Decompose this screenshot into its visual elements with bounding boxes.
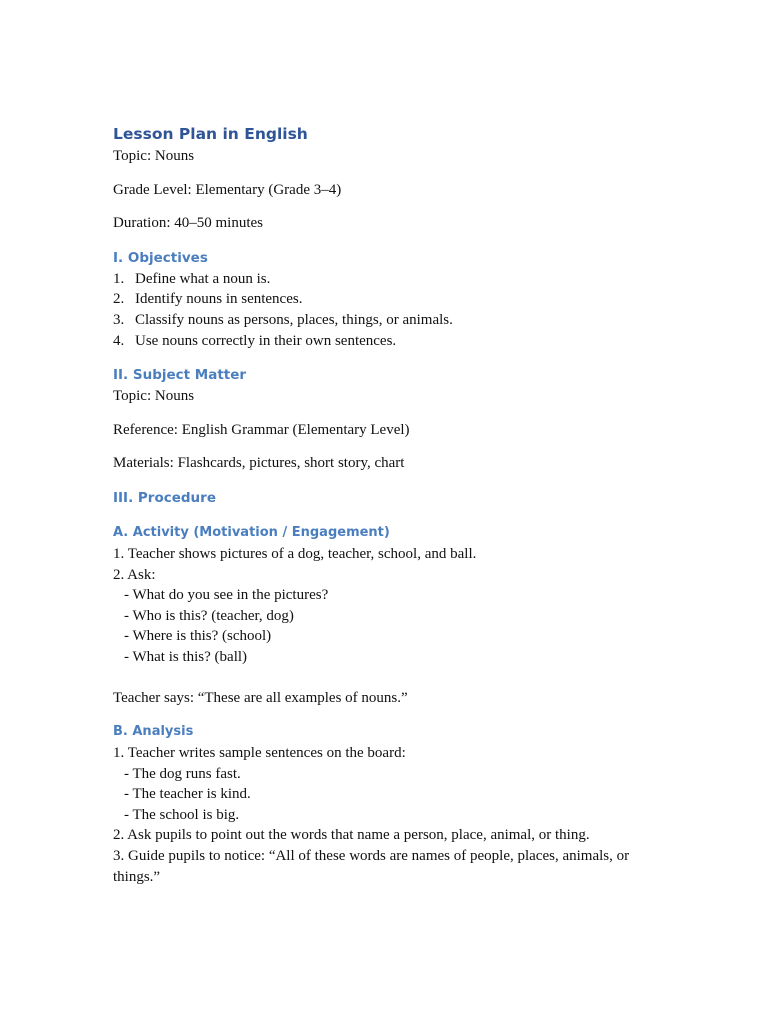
activity-step-1: 1. Teacher shows pictures of a dog, teacher, school, and ball. — [113, 545, 477, 562]
grade-level-line: Grade Level: Elementary (Grade 3–4) — [113, 181, 342, 198]
activity-question: - What do you see in the pictures? — [124, 587, 329, 604]
objective-number: 4. — [113, 332, 125, 349]
subject-matter-heading: II. Subject Matter — [113, 367, 247, 384]
analysis-sentence: - The teacher is kind. — [124, 786, 251, 803]
topic-line: Topic: Nouns — [113, 148, 195, 164]
objective-number: 3. — [113, 311, 125, 328]
document-title: Lesson Plan in English — [113, 125, 308, 143]
procedure-heading: III. Procedure — [113, 489, 216, 506]
subject-topic-line: Topic: Nouns — [113, 388, 195, 405]
objective-text: Identify nouns in sentences. — [135, 291, 303, 308]
objective-item — [113, 331, 653, 352]
objectives-list — [113, 269, 653, 351]
activity-step-2: 2. Ask: — [113, 566, 156, 583]
objective-text: Use nouns correctly in their own sentences. — [135, 332, 397, 349]
analysis-step-3: 3. Guide pupils to notice: “All of these words are names of people, places, animals, or things.” — [113, 848, 630, 885]
objective-text: Define what a noun is. — [135, 270, 271, 287]
activity-question: - What is this? (ball) — [124, 648, 248, 665]
activity-heading: A. Activity (Motivation / Engagement) — [113, 524, 390, 540]
analysis-heading: B. Analysis — [113, 724, 194, 740]
activity-question: - Where is this? (school) — [124, 628, 272, 645]
objective-number: 1. — [113, 270, 125, 287]
objective-item — [113, 269, 653, 290]
materials-line: Materials: Flashcards, pictures, short story, chart — [113, 455, 405, 472]
teacher-says-line: Teacher says: “These are all examples of nouns.” — [113, 689, 408, 706]
analysis-step-1: 1. Teacher writes sample sentences on the board: — [113, 745, 406, 762]
objective-number: 2. — [113, 291, 125, 308]
activity-question: - Who is this? (teacher, dog) — [124, 607, 294, 624]
objective-text: Classify nouns as persons, places, things, or animals. — [135, 311, 453, 328]
objective-item — [113, 289, 653, 310]
analysis-step-2: 2. Ask pupils to point out the words that name a person, place, animal, or thing. — [113, 827, 590, 844]
objective-item — [113, 310, 653, 331]
objectives-heading: I. Objectives — [113, 249, 208, 266]
document-page — [113, 122, 653, 887]
duration-line: Duration: 40–50 minutes — [113, 215, 263, 232]
reference-line: Reference: English Grammar (Elementary Level) — [113, 421, 410, 438]
analysis-sentence: - The school is big. — [124, 806, 240, 823]
analysis-sentence: - The dog runs fast. — [124, 765, 241, 782]
